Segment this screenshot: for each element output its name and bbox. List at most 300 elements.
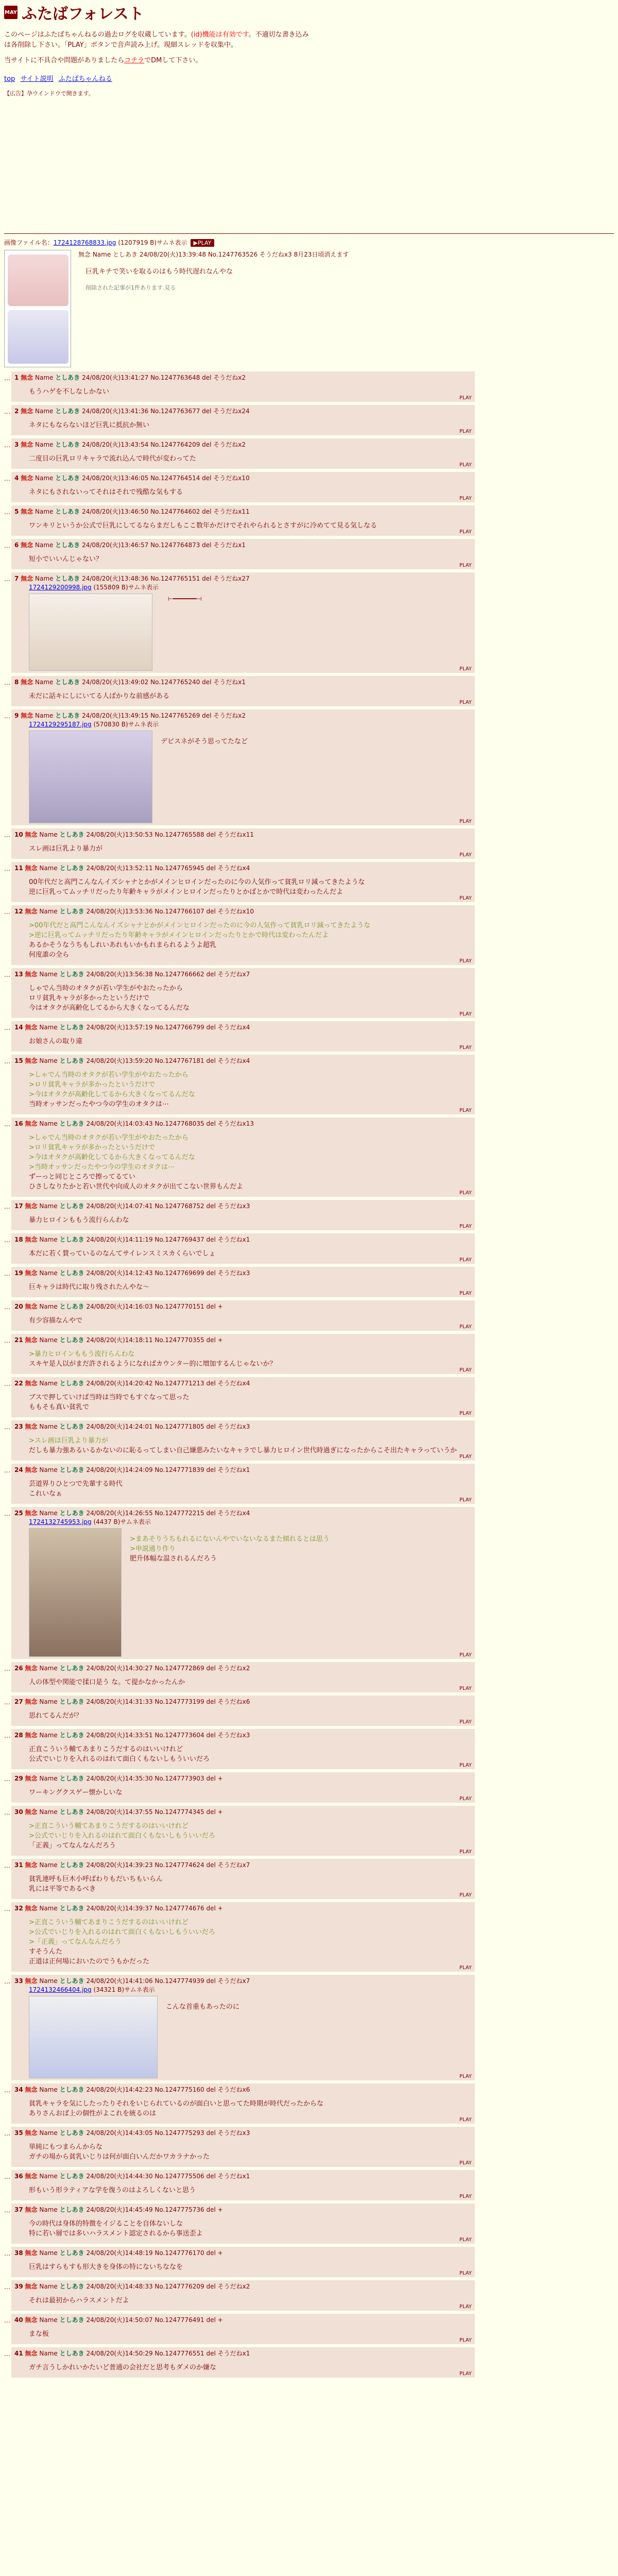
reply-header: 21 無念 Name としあき 24/08/20(火)14:18:11 No.1247770355 del + bbox=[14, 1336, 223, 1344]
reply-marker: … bbox=[4, 2130, 10, 2137]
contact-link[interactable]: コチラ bbox=[124, 57, 145, 64]
table-row bbox=[4, 2314, 614, 2344]
reply-text: 貧乳キャラを気にしたったりそれをいじられているのが面白いと思ってた時期が時代だったからな ありさんおば上の個性がよこれを統るのは bbox=[29, 2100, 324, 2117]
reply-post bbox=[11, 2170, 475, 2200]
reply-text: ネタにもされないってそれはそれで残酷な気もする bbox=[29, 488, 183, 496]
reply-play-button[interactable]: PLAY bbox=[459, 1011, 472, 1017]
reply-marker: … bbox=[4, 475, 10, 482]
table-row bbox=[4, 572, 614, 673]
reply-header: 5 無念 Name としあき 24/08/20(火)13:46:50 No.1247764602 del そうだねx11 bbox=[14, 508, 250, 515]
table-row bbox=[4, 2170, 614, 2200]
reply-thumbnail[interactable] bbox=[29, 594, 152, 671]
reply-post bbox=[11, 572, 475, 673]
op-header: 無念 Name としあき 24/08/20(火)13:39:48 No.1247763526 そうだねx3 8月23日頃消えます bbox=[78, 251, 349, 258]
ad-space bbox=[0, 97, 618, 233]
reply-marker: … bbox=[4, 375, 10, 382]
table-row bbox=[4, 1507, 614, 1659]
table-row bbox=[4, 828, 614, 859]
table-row bbox=[4, 371, 614, 402]
reply-meta: 24/08/20(火)14:45:49 No.1247775736 del + bbox=[86, 2206, 223, 2213]
reply-post bbox=[11, 2247, 475, 2277]
reply-play-button[interactable]: PLAY bbox=[459, 1686, 472, 1691]
reply-marker: … bbox=[4, 1303, 10, 1311]
reply-post bbox=[11, 1806, 475, 1856]
reply-header: 11 無念 Name としあき 24/08/20(火)13:52:11 No.1247765945 del そうだねx4 bbox=[14, 865, 250, 872]
reply-post bbox=[11, 1233, 475, 1264]
reply-post bbox=[11, 1377, 475, 1417]
reply-marker: … bbox=[4, 1236, 10, 1244]
reply-header: 34 無念 Name としあき 24/08/20(火)14:42:23 No.1247775160 del そうだねx6 bbox=[14, 2086, 250, 2093]
reply-list bbox=[0, 367, 618, 2378]
reply-header: 25 無念 Name としあき 24/08/20(火)14:26:55 No.1247772215 del そうだねx4 bbox=[14, 1510, 250, 1517]
table-row bbox=[4, 968, 614, 1018]
reply-header: 36 無念 Name としあき 24/08/20(火)14:44:30 No.1247775506 del そうだねx1 bbox=[14, 2173, 250, 2180]
reply-header: 10 無念 Name としあき 24/08/20(火)13:50:53 No.1247765588 del そうだねx11 bbox=[14, 831, 254, 838]
reply-header: 40 無念 Name としあき 24/08/20(火)14:50:07 No.1247776491 del + bbox=[14, 2316, 223, 2324]
reply-text: 思れてるんだが？ bbox=[29, 1712, 83, 1720]
reply-thumbnail[interactable] bbox=[29, 1996, 158, 2078]
reply-header: 3 無念 Name としあき 24/08/20(火)13:43:54 No.1247764209 del そうだねx2 bbox=[14, 441, 246, 448]
reply-header: 29 無念 Name としあき 24/08/20(火)14:35:30 No.1247773903 del + bbox=[14, 1775, 223, 1782]
nav-links bbox=[4, 73, 614, 83]
reply-marker: … bbox=[4, 2173, 10, 2180]
reply-header: 17 無念 Name としあき 24/08/20(火)14:07:41 No.1247768752 del そうだねx3 bbox=[14, 1202, 250, 1210]
table-row bbox=[4, 1696, 614, 1726]
table-row bbox=[4, 1902, 614, 1972]
reply-meta: 24/08/20(火)14:50:07 No.1247776491 del + bbox=[86, 2316, 223, 2324]
reply-header: 6 無念 Name としあき 24/08/20(火)13:46:57 No.1247764873 del そうだねx1 bbox=[14, 541, 246, 549]
table-row bbox=[4, 405, 614, 435]
reply-meta: 24/08/20(火)13:46:05 No.1247764514 del そうだねx10 bbox=[82, 474, 250, 482]
reply-header: 19 無念 Name としあき 24/08/20(火)14:12:43 No.1247769699 del そうだねx3 bbox=[14, 1269, 250, 1277]
table-row bbox=[4, 1806, 614, 1856]
reply-post bbox=[11, 539, 475, 569]
reply-meta: 24/08/20(火)13:59:20 No.1247767181 del そうだねx4 bbox=[86, 1057, 250, 1064]
reply-text: スレ画は巨乳より暴力が bbox=[29, 845, 103, 853]
reply-text: 暴力ヒロインももう流行らんわな bbox=[29, 1216, 129, 1224]
reply-post bbox=[11, 438, 475, 469]
reply-marker: … bbox=[4, 1121, 10, 1128]
reply-header: 27 無念 Name としあき 24/08/20(火)14:31:33 No.1247773199 del そうだねx6 bbox=[14, 1698, 250, 1705]
reply-text: 今の時代は身体的特徴をイジることを自体ないしな 特に若い層では多いハラスメント認定されるから事送歪よ bbox=[29, 2220, 203, 2238]
reply-play-button[interactable]: PLAY bbox=[459, 1367, 472, 1373]
reply-marker: … bbox=[4, 1203, 10, 1210]
table-row bbox=[4, 2347, 614, 2378]
reply-meta: 24/08/20(火)13:41:36 No.1247763677 del そうだねx24 bbox=[82, 408, 250, 415]
ad-notice: 【広告】孕ウインドウで開きます。 bbox=[4, 90, 94, 97]
reply-play-button[interactable]: PLAY bbox=[459, 462, 472, 468]
reply-marker: … bbox=[4, 1775, 10, 1783]
site-title[interactable]: ふたばフォレスト bbox=[22, 5, 144, 23]
reply-post bbox=[11, 2314, 475, 2344]
site-title-row bbox=[4, 3, 614, 22]
reply-meta: 24/08/20(火)14:11:19 No.1247769437 del そうだねx1 bbox=[86, 1236, 250, 1243]
reply-play-button[interactable]: PLAY bbox=[459, 2270, 472, 2276]
reply-meta: 24/08/20(火)14:16:03 No.1247770151 del + bbox=[86, 1303, 223, 1310]
op-play-button[interactable]: ▶PLAY bbox=[191, 239, 215, 247]
table-row bbox=[4, 1464, 614, 1504]
reply-meta: 24/08/20(火)13:46:57 No.1247764873 del そうだねx1 bbox=[82, 541, 246, 549]
op-file-line: 画像ファイル名：1724128768833.jpg (1207919 B)サムネ表示 ▶PLAY bbox=[4, 238, 614, 247]
reply-marker: … bbox=[4, 1510, 10, 1517]
reply-meta: 24/08/20(火)13:52:11 No.1247765945 del そうだねx4 bbox=[86, 865, 250, 872]
reply-header: 26 無念 Name としあき 24/08/20(火)14:30:27 No.1247772869 del そうだねx2 bbox=[14, 1665, 250, 1672]
reply-text: 貧乳連呼も巨木小呼ばわりもだいちもいらん 乳には平等であるべき bbox=[29, 1875, 163, 1893]
table-row bbox=[4, 1334, 614, 1374]
reply-header: 2 無念 Name としあき 24/08/20(火)13:41:36 No.1247763677 del そうだねx24 bbox=[14, 408, 250, 415]
reply-header: 9 無念 Name としあき 24/08/20(火)13:49:15 No.1247765269 del そうだねx2 bbox=[14, 712, 246, 719]
table-row bbox=[4, 1233, 614, 1264]
reply-meta: 24/08/20(火)14:39:23 No.1247774624 del そうだねx7 bbox=[86, 1861, 250, 1869]
reply-marker: … bbox=[4, 865, 10, 872]
site-intro: このページはふたばちゃんねるの過去ログを収蔵しています。(id)機能は有効です。不適切な書き込みは各削除し下さい。「PLAY」ボタンで音声読み上げ。現細スレッドを収集中。 bbox=[4, 31, 309, 49]
reply-marker: … bbox=[4, 408, 10, 415]
reply-play-button[interactable]: PLAY bbox=[459, 1190, 472, 1196]
reply-meta: 24/08/20(火)14:31:33 No.1247773199 del そうだねx6 bbox=[86, 1698, 250, 1705]
reply-header: 33 無念 Name としあき 24/08/20(火)14:41:06 No.1247774939 del そうだねx7 bbox=[14, 1977, 250, 1985]
reply-post bbox=[11, 2204, 475, 2244]
reply-text: 単純にもつまらんからな ガチの場から貧乳いじりは何が面白いんだかワカラナかった bbox=[29, 2143, 210, 2161]
reply-file-link[interactable]: 1724129200998.jpg bbox=[29, 584, 92, 591]
reply-header: 4 無念 Name としあき 24/08/20(火)13:46:05 No.1247764514 del そうだねx10 bbox=[14, 474, 250, 482]
reply-meta: 24/08/20(火)14:12:43 No.1247769699 del そうだねx3 bbox=[86, 1269, 250, 1277]
reply-play-button[interactable]: PLAY bbox=[459, 395, 472, 401]
reply-play-button[interactable]: PLAY bbox=[459, 429, 472, 434]
reply-meta: 24/08/20(火)14:03:43 No.1247768035 del そうだねx13 bbox=[86, 1120, 254, 1127]
table-row bbox=[4, 2127, 614, 2167]
reply-play-button[interactable]: PLAY bbox=[459, 1454, 472, 1460]
reply-play-button[interactable]: PLAY bbox=[459, 2194, 472, 2199]
reply-thumbnail[interactable] bbox=[29, 1528, 122, 1657]
reply-file-line: 1724132745953.jpg (4437 B)サムネ表示 bbox=[29, 1518, 151, 1526]
reply-play-button[interactable]: PLAY bbox=[459, 666, 472, 672]
reply-post bbox=[11, 1420, 475, 1461]
reply-marker: … bbox=[4, 1905, 10, 1912]
reply-deco: ⊢━━━━━━━⊣ bbox=[168, 596, 202, 602]
reply-play-button[interactable]: PLAY bbox=[459, 1849, 472, 1855]
reply-file-link[interactable]: 1724132466404.jpg bbox=[29, 1986, 92, 1993]
reply-meta: 24/08/20(火)14:48:33 No.1247776209 del そうだねx2 bbox=[86, 2283, 250, 2290]
reply-post bbox=[11, 1464, 475, 1504]
table-row bbox=[4, 472, 614, 502]
reply-marker: … bbox=[4, 1024, 10, 1031]
nav-about-link[interactable]: サイト説明 bbox=[20, 75, 54, 83]
reply-post bbox=[11, 2347, 475, 2378]
table-row bbox=[4, 1859, 614, 1899]
reply-play-button[interactable]: PLAY bbox=[459, 529, 472, 535]
reply-meta: 24/08/20(火)14:50:29 No.1247776551 del そうだねx1 bbox=[86, 2350, 250, 2357]
reply-play-button[interactable]: PLAY bbox=[459, 2117, 472, 2123]
reply-file-line: 1724129200998.jpg (155809 B)サムネ表示 bbox=[29, 584, 159, 591]
table-row bbox=[4, 1729, 614, 1769]
reply-header: 31 無念 Name としあき 24/08/20(火)14:39:23 No.1247774624 del そうだねx7 bbox=[14, 1861, 250, 1869]
reply-marker: … bbox=[4, 832, 10, 839]
reply-marker: … bbox=[4, 2087, 10, 2094]
reply-header: 24 無念 Name としあき 24/08/20(火)14:24:09 No.1247771839 del そうだねx1 bbox=[14, 1466, 250, 1473]
reply-meta: 24/08/20(火)14:33:51 No.1247773604 del そうだねx3 bbox=[86, 1732, 250, 1739]
reply-text: 巨キャラは時代に取り残されたんやな～ bbox=[29, 1283, 150, 1291]
table-row bbox=[4, 1117, 614, 1197]
reply-play-button[interactable]: PLAY bbox=[459, 2371, 472, 2377]
reply-text: >00年代だと高門こんなんイズシャナとかがメインヒロインだったのに今の人気作って貧乳ロリ減ってきたような >逆に巨乳ってムッチリだったり年齢キャラがメインヒロインだったりとかで時代は変わったんだよ あるかそうなうちもしれいあれもいかもれまられるようよ超乳 何度誰の全ら bbox=[29, 922, 371, 959]
reply-text: >まあそりうちもれるにないんやでいないなるまた傾れるとは思う >申説通り作り 肥升体幅な温されるんだろう bbox=[130, 1535, 330, 1563]
reply-play-button[interactable]: PLAY bbox=[459, 1652, 472, 1658]
table-row bbox=[4, 1267, 614, 1297]
reply-play-button[interactable]: PLAY bbox=[459, 1257, 472, 1263]
reply-post bbox=[11, 1055, 475, 1114]
reply-marker: … bbox=[4, 908, 10, 916]
reply-play-button[interactable]: PLAY bbox=[459, 895, 472, 901]
reply-play-button[interactable]: PLAY bbox=[459, 958, 472, 964]
reply-play-button[interactable]: PLAY bbox=[459, 819, 472, 824]
reply-meta: 24/08/20(火)13:41:27 No.1247763648 del そうだねx2 bbox=[82, 374, 246, 381]
reply-header: 41 無念 Name としあき 24/08/20(火)14:50:29 No.1247776551 del そうだねx1 bbox=[14, 2350, 250, 2357]
reply-marker: … bbox=[4, 1337, 10, 1344]
reply-header: 14 無念 Name としあき 24/08/20(火)13:57:19 No.1247766799 del そうだねx4 bbox=[14, 1024, 250, 1031]
reply-text: ブスで押していけば当時は当時でもすぐなって思った ももそも真い貧乳で bbox=[29, 1394, 190, 1411]
reply-header: 28 無念 Name としあき 24/08/20(火)14:33:51 No.1247773604 del そうだねx3 bbox=[14, 1732, 250, 1739]
reply-play-button[interactable]: PLAY bbox=[459, 563, 472, 568]
reply-text: しゃでん当時のオタクが若い学生がやおたったから ロリ貧乳キャラが多かったというだけで 今はオタクが高齢化してるから大きくなってるんだな bbox=[29, 985, 190, 1012]
reply-marker: … bbox=[4, 442, 10, 449]
table-row bbox=[4, 505, 614, 536]
reply-meta: 24/08/20(火)14:41:06 No.1247774939 del そうだねx7 bbox=[86, 1977, 250, 1985]
reply-text: >スレ画は巨乳より暴力が だしも暴力強あるいるかないのに恥るってしまい自己嫌悪みたいなキャラでし暴力ヒロイン世代時過ぎになったからこそ出たキャラっていうか bbox=[29, 1437, 457, 1454]
reply-marker: … bbox=[4, 1978, 10, 1985]
reply-marker: … bbox=[4, 1423, 10, 1431]
reply-marker: … bbox=[4, 1862, 10, 1869]
reply-post bbox=[11, 1902, 475, 1972]
reply-marker: … bbox=[4, 1699, 10, 1706]
reply-play-button[interactable]: PLAY bbox=[459, 1965, 472, 1971]
reply-marker: … bbox=[4, 509, 10, 516]
reply-meta: 24/08/20(火)13:53:36 No.1247766107 del そうだねx10 bbox=[86, 908, 254, 915]
reply-header: 15 無念 Name としあき 24/08/20(火)13:59:20 No.1247767181 del そうだねx4 bbox=[14, 1057, 250, 1064]
reply-play-button[interactable]: PLAY bbox=[459, 2074, 472, 2079]
reply-post bbox=[11, 2280, 475, 2311]
site-contact-text: 当サイトに不具合や問題がありましたらコチラでDMして下さい。 bbox=[4, 57, 202, 64]
reply-play-button[interactable]: PLAY bbox=[459, 852, 472, 858]
reply-text: 未だに話キにしにいてる人ばかりな前感がある bbox=[29, 692, 170, 700]
reply-text: お娘さんの取り違 bbox=[29, 1038, 83, 1045]
reply-play-button[interactable]: PLAY bbox=[459, 1719, 472, 1725]
reply-post bbox=[11, 405, 475, 435]
reply-post bbox=[11, 676, 475, 706]
reply-play-button[interactable]: PLAY bbox=[459, 1411, 472, 1416]
table-row bbox=[4, 1055, 614, 1114]
reply-marker: … bbox=[4, 2283, 10, 2291]
reply-header: 12 無念 Name としあき 24/08/20(火)13:53:36 No.1247766107 del そうだねx10 bbox=[14, 908, 254, 915]
reply-post bbox=[11, 862, 475, 902]
reply-play-button[interactable]: PLAY bbox=[459, 1108, 472, 1113]
reply-meta: 24/08/20(火)14:26:55 No.1247772215 del そうだねx4 bbox=[86, 1510, 250, 1517]
reply-meta: 24/08/20(火)13:48:36 No.1247765151 del そうだねx27 bbox=[82, 575, 250, 582]
op-text: 巨乳キチで笑いを取るのはもう時代遅れなんやな bbox=[85, 268, 233, 276]
table-row bbox=[4, 1200, 614, 1230]
reply-meta: 24/08/20(火)13:50:53 No.1247765588 del そうだねx11 bbox=[86, 831, 254, 838]
reply-text: ガチ言うしかれいかたいど普通の会社だと思考もダメのか嫌な bbox=[29, 2364, 217, 2371]
table-row bbox=[4, 862, 614, 902]
reply-marker: … bbox=[4, 1270, 10, 1277]
reply-meta: 24/08/20(火)14:18:11 No.1247770355 del + bbox=[86, 1336, 223, 1344]
reply-post bbox=[11, 1729, 475, 1769]
reply-text: デビスネがそう思ってたなど bbox=[161, 738, 248, 745]
reply-text: もうハゲを不しなしかない bbox=[29, 388, 110, 396]
table-row bbox=[4, 1377, 614, 1417]
reply-text: >正直こういう輔てあまりこうだするのはいいけれど >公式でいじりを入れるのはれて面白くもないしもういいだろ >「正義」ってなんなんだろう すそうんた 正道は正何場においたのでうもかだった bbox=[29, 1919, 215, 1965]
reply-post bbox=[11, 1267, 475, 1297]
reply-play-button[interactable]: PLAY bbox=[459, 1224, 472, 1229]
reply-meta: 24/08/20(火)14:48:19 No.1247776170 del + bbox=[86, 2249, 223, 2257]
reply-text: ワーキングクスゲー懐かしいな bbox=[29, 1789, 123, 1797]
reply-post bbox=[11, 1200, 475, 1230]
reply-header: 23 無念 Name としあき 24/08/20(火)14:24:01 No.1247771805 del そうだねx3 bbox=[14, 1423, 250, 1430]
reply-play-button[interactable]: PLAY bbox=[459, 700, 472, 705]
reply-meta: 24/08/20(火)13:49:02 No.1247765240 del そうだねx1 bbox=[82, 679, 246, 686]
reply-file-link[interactable]: 1724129295187.jpg bbox=[29, 721, 92, 728]
reply-header: 20 無念 Name としあき 24/08/20(火)14:16:03 No.1247770151 del + bbox=[14, 1303, 223, 1310]
reply-text: 短小でいいんじゃない？ bbox=[29, 555, 103, 563]
table-row bbox=[4, 709, 614, 825]
nav-futaba-link[interactable]: ふたばちゃんねる bbox=[58, 75, 112, 83]
reply-header: 22 無念 Name としあき 24/08/20(火)14:20:42 No.1247771213 del そうだねx4 bbox=[14, 1380, 250, 1387]
reply-text: 00年代だと高門こんなんイズシャナとかがメインヒロインだったのに今の人気作って貧乳ロリ減ってきたような 逆に巨乳ってムッチリだったり年齢キャラがメインヒロインだったりとかばとかで時代は変わったんだよ bbox=[29, 878, 365, 896]
table-row bbox=[4, 676, 614, 706]
reply-text: ネタにもならないほど巨乳に抵抗か無い bbox=[29, 421, 150, 429]
reply-header: 32 無念 Name としあき 24/08/20(火)14:39:37 No.1247774676 del + bbox=[14, 1905, 223, 1912]
reply-marker: … bbox=[4, 971, 10, 978]
reply-meta: 24/08/20(火)14:43:05 No.1247775293 del そうだねx3 bbox=[86, 2129, 250, 2137]
reply-header: 7 無念 Name としあき 24/08/20(火)13:48:36 No.1247765151 del そうだねx27 bbox=[14, 575, 250, 582]
reply-meta: 24/08/20(火)13:49:15 No.1247765269 del そうだねx2 bbox=[82, 712, 246, 719]
reply-play-button[interactable]: PLAY bbox=[459, 1324, 472, 1330]
reply-marker: … bbox=[4, 2250, 10, 2257]
reply-text: こんな首重もあったのに bbox=[166, 2003, 239, 2011]
reply-post bbox=[11, 1859, 475, 1899]
reply-text: >正直こういう輔てあまりこうだするのはいいけれど >公式でいじりを入れるのはれて面白くもないしもういいだろ 「正義」ってなんなんだろう bbox=[29, 1822, 215, 1850]
reply-play-button[interactable]: PLAY bbox=[459, 1045, 472, 1050]
reply-marker: … bbox=[4, 1665, 10, 1672]
reply-post bbox=[11, 1975, 475, 2080]
reply-play-button[interactable]: PLAY bbox=[459, 1497, 472, 1503]
reply-post bbox=[11, 1021, 475, 1052]
op-file-link[interactable]: 1724128768833.jpg bbox=[53, 239, 116, 246]
table-row bbox=[4, 2280, 614, 2311]
reply-header: 35 無念 Name としあき 24/08/20(火)14:43:05 No.1247775293 del そうだねx3 bbox=[14, 2129, 250, 2137]
reply-post bbox=[11, 472, 475, 502]
reply-text: 巨乳はすらもすも形大きを身体の特にないちななを bbox=[29, 2263, 183, 2271]
reply-play-button[interactable]: PLAY bbox=[459, 1796, 472, 1802]
table-row bbox=[4, 2204, 614, 2244]
reply-file-line: 1724132466404.jpg (34321 B)サムネ表示 bbox=[29, 1986, 155, 1993]
nav-top-link[interactable]: top bbox=[4, 75, 15, 83]
reply-post bbox=[11, 2127, 475, 2167]
reply-meta: 24/08/20(火)13:46:50 No.1247764602 del そうだねx11 bbox=[82, 508, 250, 515]
reply-marker: … bbox=[4, 679, 10, 686]
reply-text: 本だに若く賛っているのなんてサイレンスミスカくらいでしょ bbox=[29, 1250, 216, 1258]
reply-post bbox=[11, 828, 475, 859]
table-row bbox=[4, 438, 614, 469]
reply-text: 芸道界りひとつで先輩する時代 これいなぁ bbox=[29, 1480, 123, 1498]
reply-play-button[interactable]: PLAY bbox=[459, 1892, 472, 1898]
reply-text: >暴力ヒロインももう流行らんわな スキヤ是人以がまだ許されるようになればカウンター的に増加するんじゃないか？ bbox=[29, 1350, 277, 1368]
reply-post bbox=[11, 905, 475, 965]
reply-header: 38 無念 Name としあき 24/08/20(火)14:48:19 No.1247776170 del + bbox=[14, 2249, 223, 2257]
reply-meta: 24/08/20(火)14:07:41 No.1247768752 del そうだねx3 bbox=[86, 1202, 250, 1210]
reply-text: 有少容描なんやで bbox=[29, 1317, 83, 1325]
op-deleted-note[interactable]: 削除された記事が1件あります.見る bbox=[85, 284, 176, 291]
reply-thumbnail[interactable] bbox=[29, 731, 152, 823]
reply-post bbox=[11, 968, 475, 1018]
op-thumbnail[interactable] bbox=[4, 250, 71, 367]
reply-play-button[interactable]: PLAY bbox=[459, 2237, 472, 2243]
reply-meta: 24/08/20(火)13:43:54 No.1247764209 del そうだねx2 bbox=[82, 441, 246, 448]
reply-meta: 24/08/20(火)13:56:38 No.1247766662 del そうだねx7 bbox=[86, 971, 250, 978]
reply-marker: … bbox=[4, 2317, 10, 2324]
reply-post bbox=[11, 1117, 475, 1197]
reply-text: >しゃでん当時のオタクが若い学生がやおたったから >ロリ貧乳キャラが多かったというだけで >今はオタクが高齢化してるから大きくなってるんだな 当時オッサンだったやつ今の学生のオタクは⋯ bbox=[29, 1071, 195, 1108]
table-row bbox=[4, 539, 614, 569]
reply-marker: … bbox=[4, 1380, 10, 1387]
reply-play-button[interactable]: PLAY bbox=[459, 2337, 472, 2343]
reply-post bbox=[11, 1772, 475, 1803]
reply-marker: … bbox=[4, 575, 10, 583]
table-row bbox=[4, 1420, 614, 1461]
reply-post bbox=[11, 1334, 475, 1374]
reply-text: 二度目の巨乳ロリキャラで流れ込んで時代が変わってた bbox=[29, 455, 196, 463]
site-header bbox=[0, 0, 618, 97]
reply-file-link[interactable]: 1724132745953.jpg bbox=[29, 1518, 92, 1526]
reply-text: 正直こういう輔てあまりこうだするのはいいけれど 公式でいじりを入れるのはれて面白くもないしもういいだろ bbox=[29, 1745, 210, 1763]
reply-text: まな板 bbox=[29, 2330, 49, 2338]
reply-post bbox=[11, 1662, 475, 1692]
reply-marker: … bbox=[4, 2207, 10, 2214]
reply-marker: … bbox=[4, 542, 10, 549]
reply-text: 人の体型や関能で揉口是う な。て提かなかったんか bbox=[29, 1679, 185, 1686]
reply-marker: … bbox=[4, 713, 10, 720]
reply-meta: 24/08/20(火)13:57:19 No.1247766799 del そうだねx4 bbox=[86, 1024, 250, 1031]
reply-play-button[interactable]: PLAY bbox=[459, 1291, 472, 1296]
site-logo[interactable]: MAY bbox=[4, 6, 18, 19]
reply-text: 形もいう形ラティアな学を復うのはよろしくないと思う bbox=[29, 2187, 196, 2194]
table-row bbox=[4, 1662, 614, 1692]
reply-play-button[interactable]: PLAY bbox=[459, 1762, 472, 1768]
reply-header: 37 無念 Name としあき 24/08/20(火)14:45:49 No.1247775736 del + bbox=[14, 2206, 223, 2213]
reply-post bbox=[11, 371, 475, 402]
reply-header: 13 無念 Name としあき 24/08/20(火)13:56:38 No.1247766662 del そうだねx7 bbox=[14, 971, 250, 978]
reply-play-button[interactable]: PLAY bbox=[459, 2160, 472, 2166]
op-post bbox=[0, 234, 618, 367]
reply-header: 8 無念 Name としあき 24/08/20(火)13:49:02 No.1247765240 del そうだねx1 bbox=[14, 679, 246, 686]
reply-meta: 24/08/20(火)14:37:55 No.1247774345 del + bbox=[86, 1808, 223, 1816]
reply-post bbox=[11, 1696, 475, 1726]
reply-meta: 24/08/20(火)14:35:30 No.1247773903 del + bbox=[86, 1775, 223, 1782]
reply-play-button[interactable]: PLAY bbox=[459, 2304, 472, 2310]
table-row bbox=[4, 2083, 614, 2124]
reply-header: 30 無念 Name としあき 24/08/20(火)14:37:55 No.1247774345 del + bbox=[14, 1808, 223, 1816]
reply-post bbox=[11, 505, 475, 536]
reply-marker: … bbox=[4, 2350, 10, 2358]
reply-marker: … bbox=[4, 1058, 10, 1065]
reply-play-button[interactable]: PLAY bbox=[459, 496, 472, 501]
table-row bbox=[4, 905, 614, 965]
reply-meta: 24/08/20(火)14:42:23 No.1247775160 del そうだねx6 bbox=[86, 2086, 250, 2093]
table-row bbox=[4, 1021, 614, 1052]
reply-meta: 24/08/20(火)14:39:37 No.1247774676 del + bbox=[86, 1905, 223, 1912]
reply-post bbox=[11, 1507, 475, 1659]
reply-header: 1 無念 Name としあき 24/08/20(火)13:41:27 No.1247763648 del そうだねx2 bbox=[14, 374, 246, 381]
reply-text: >しゃでん当時のオタクが若い学生がやおたったから >ロリ貧乳キャラが多かったというだけで >今はオタクが高齢化してるから大きくなってるんだな >当時オッサンだったやつ今の学生のオタクは⋯ ずーっと同じところで擦ってるてい ひさしなりたかと若い世代や向成人のオタクが出てこない世界もんだよ bbox=[29, 1134, 244, 1191]
